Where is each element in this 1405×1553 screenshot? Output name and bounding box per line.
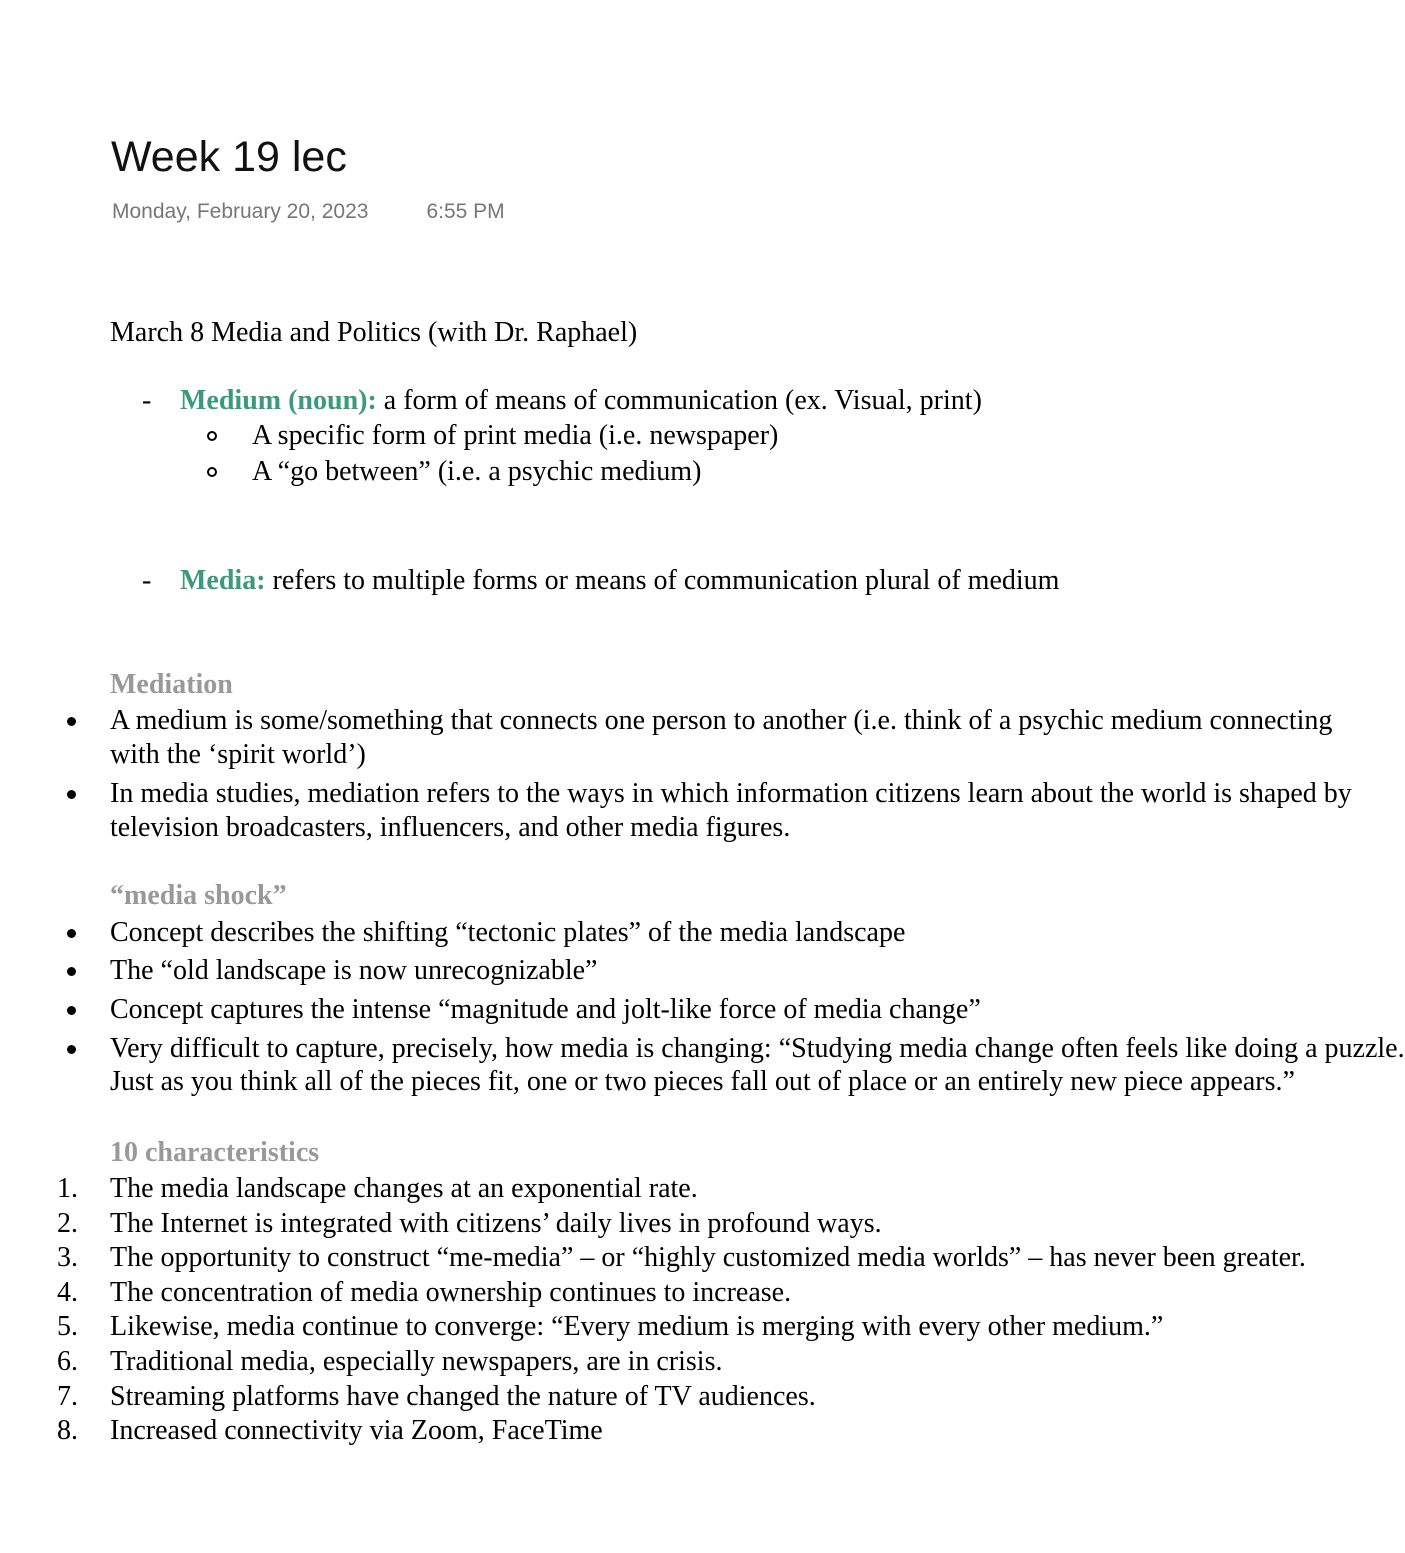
bullet-dot <box>67 967 76 976</box>
characteristic-item: The media landscape changes at an exponential rate. <box>110 1173 698 1204</box>
list-number: 3. <box>57 1242 78 1273</box>
media-shock-item-4-line1: Very difficult to capture, precisely, how media is changing: “Studying media change often feels like doing a puzzle. <box>110 1033 1405 1064</box>
bullet-dot <box>67 790 76 799</box>
list-number: 8. <box>57 1415 78 1446</box>
list-number: 5. <box>57 1311 78 1342</box>
media-shock-item: Concept captures the intense “magnitude and jolt-like force of media change” <box>110 994 981 1025</box>
dash-bullet: - <box>142 385 152 416</box>
mediation-item-2-line2: television broadcasters, influencers, and other media figures. <box>110 812 791 843</box>
bullet-dot <box>67 717 76 726</box>
characteristic-item: Traditional media, especially newspapers, are in crisis. <box>110 1346 723 1377</box>
circle-bullet <box>207 467 217 477</box>
mediation-item-1-line1: A medium is some/something that connects one person to another (i.e. think of a psychic medium connecting <box>110 705 1333 736</box>
dash-bullet: - <box>142 565 152 596</box>
bullet-dot <box>67 929 76 938</box>
mediation-heading: Mediation <box>110 669 233 700</box>
characteristic-item: Likewise, media continue to converge: “Every medium is merging with every other medium.” <box>110 1311 1164 1342</box>
definition-medium <box>180 384 982 418</box>
media-shock-item-4-line2: Just as you think all of the pieces fit, one or two pieces fall out of place or an entirely new piece appears.” <box>110 1066 1295 1097</box>
definition-media <box>180 564 1059 598</box>
bullet-dot <box>67 1045 76 1054</box>
media-shock-item: The “old landscape is now unrecognizable” <box>110 955 598 986</box>
characteristic-item: The concentration of media ownership continues to increase. <box>110 1277 792 1308</box>
characteristic-item: Streaming platforms have changed the nature of TV audiences. <box>110 1381 816 1412</box>
circle-bullet <box>207 431 217 441</box>
bullet-dot <box>67 1006 76 1015</box>
page-date: Monday, February 20, 2023 <box>112 200 369 223</box>
sub-item: A specific form of print media (i.e. newspaper) <box>252 420 779 451</box>
list-number: 6. <box>57 1346 78 1377</box>
list-number: 1. <box>57 1173 78 1204</box>
list-number: 2. <box>57 1208 78 1239</box>
page-title: Week 19 lec <box>111 133 347 181</box>
media-shock-heading: “media shock” <box>110 880 287 911</box>
term-medium: Medium (noun): <box>180 385 377 416</box>
definition-media-text: refers to multiple forms or means of communication plural of medium <box>265 565 1060 596</box>
media-shock-item: Concept describes the shifting “tectonic plates” of the media landscape <box>110 917 906 948</box>
page-time: 6:55 PM <box>426 200 505 223</box>
intro-line: March 8 Media and Politics (with Dr. Raphael) <box>110 317 638 348</box>
characteristic-item: The opportunity to construct “me-media” – or “highly customized media worlds” – has never been greater. <box>110 1242 1306 1273</box>
list-number: 7. <box>57 1381 78 1412</box>
mediation-item-1-line2: with the ‘spirit world’) <box>110 739 366 770</box>
characteristic-item: The Internet is integrated with citizens’ daily lives in profound ways. <box>110 1208 882 1239</box>
sub-item: A “go between” (i.e. a psychic medium) <box>252 456 702 487</box>
mediation-item-2-line1: In media studies, mediation refers to the ways in which information citizens learn about the world is shaped by <box>110 778 1352 809</box>
definition-medium-text: a form of means of communication (ex. Visual, print) <box>376 385 982 416</box>
characteristics-heading: 10 characteristics <box>110 1137 320 1168</box>
term-media: Media: <box>180 565 266 596</box>
characteristic-item: Increased connectivity via Zoom, FaceTime <box>110 1415 603 1446</box>
list-number: 4. <box>57 1277 78 1308</box>
